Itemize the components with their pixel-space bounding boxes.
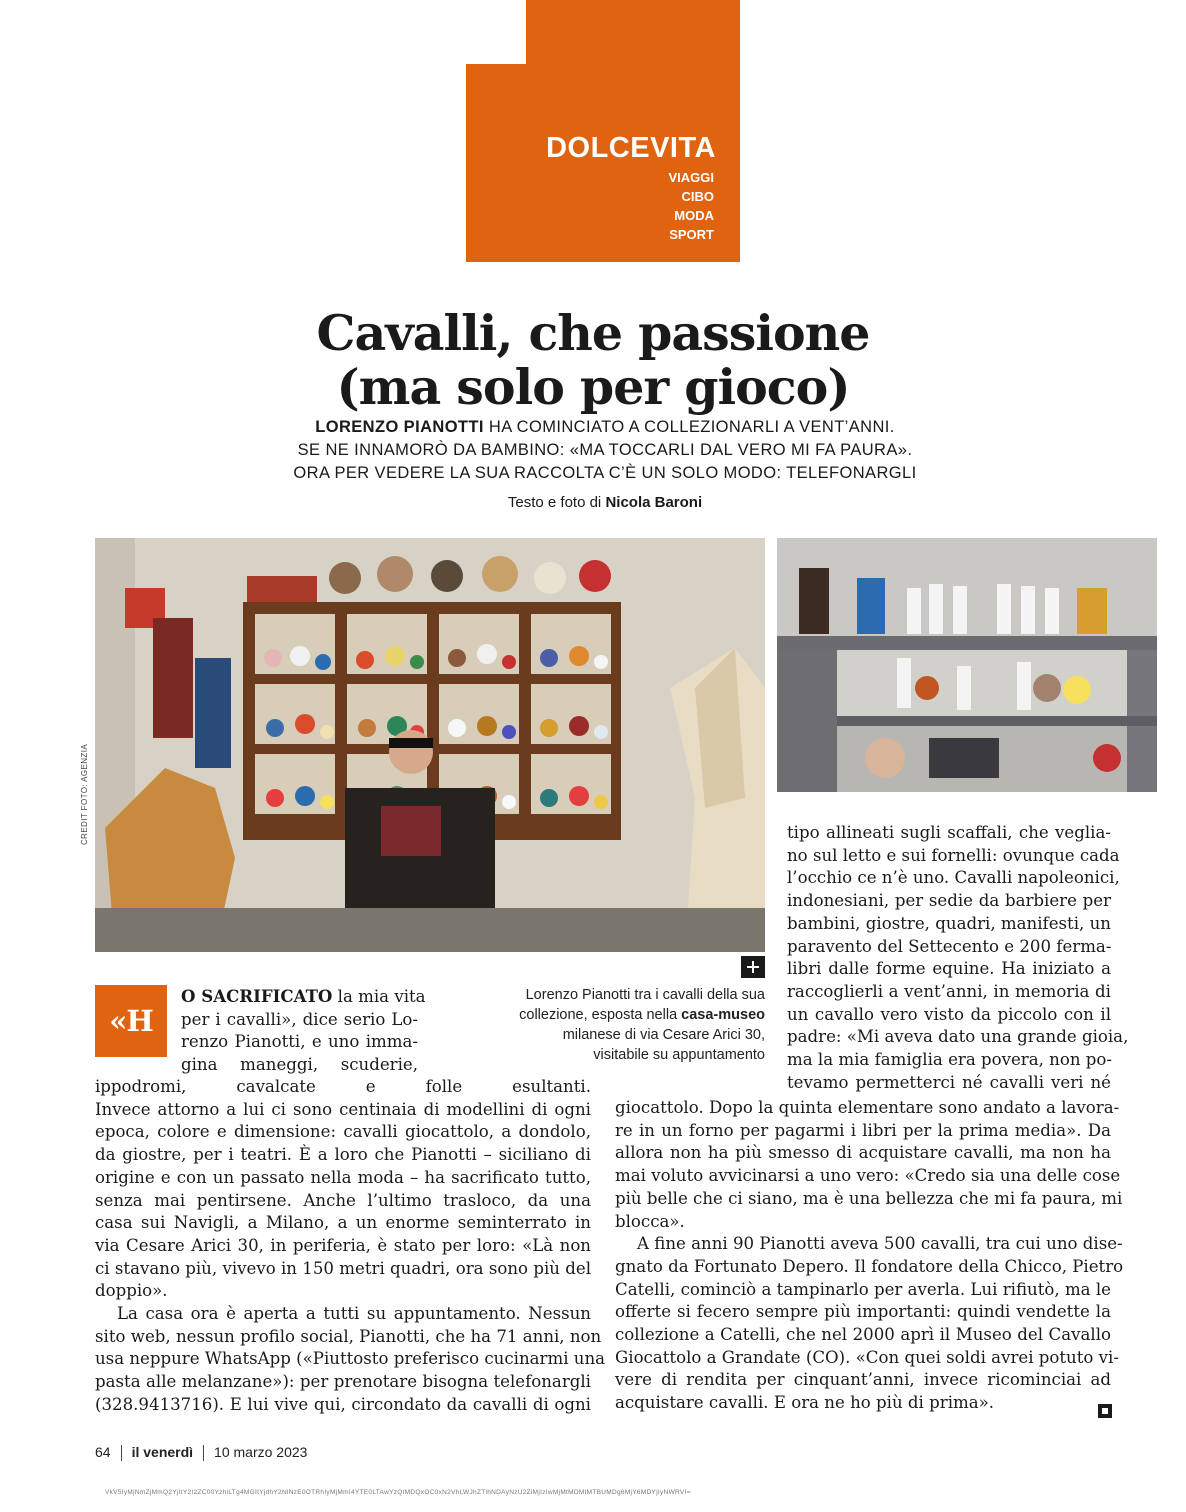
column-1 (95, 1076, 606, 1417)
body-line: epoca, colore e dimensione: cavalli giocattolo, a dondolo, (95, 1122, 591, 1142)
subsection-sport: SPORT (669, 227, 714, 242)
deck-line-1-text: HA COMINCIATO A COLLEZIONARLI A VENT’ANNI. (483, 418, 895, 436)
body-line: La casa ora è aperta a tutti su appuntamento. Nessun (117, 1304, 591, 1324)
caption-line-1: Lorenzo Pianotti tra i cavalli della sua (525, 987, 765, 1003)
body-line: gnato da Fortunato Depero. Il fondatore della Chicco, Pietro (615, 1256, 1124, 1276)
headline-line-2: (ma solo per gioco) (336, 358, 850, 416)
body-line: da giostre, per i teatri. È a loro che Pianotti – siciliano di (95, 1145, 591, 1165)
body-line: ippodromi, cavalcate e folle esultanti. (95, 1077, 591, 1096)
page-number: 64 (95, 1444, 111, 1460)
lead-line-1-text: la mia vita (332, 987, 426, 1006)
body-line: un cavallo vero visto da piccolo con il (787, 1004, 1111, 1024)
body-line: bambini, giostre, quadri, manifesti, un (787, 913, 1111, 933)
body-line: A fine anni 90 Pianotti aveva 500 cavalli, tra cui uno dise- (637, 1234, 1123, 1254)
collection-room-illustration (95, 538, 765, 952)
byline-prefix: Testo e foto di (507, 494, 606, 511)
body-line: pasta alle melanzane»): per prenotare bisogna telefonargli (95, 1372, 591, 1392)
lead-line-1 (181, 985, 426, 1009)
body-line: (328.9413716). E lui vive qui, circondato da cavalli di ogni (95, 1394, 591, 1414)
drop-cap: «H (95, 985, 167, 1057)
body-line: tevamo permetterci né cavalli veri né (787, 1072, 1111, 1092)
photo-caption (440, 985, 765, 1065)
headline-line-1: Cavalli, che passione (316, 304, 870, 362)
lead-line-3: renzo Pianotti, e uno imma- (181, 1032, 418, 1052)
body-line: giocattolo. Dopo la quinta elementare sono andato a lavora- (615, 1098, 1120, 1117)
caption-line-4: visitabile su appuntamento (593, 1047, 765, 1063)
column-2-top (787, 822, 1129, 1094)
issue-date: 10 marzo 2023 (214, 1444, 308, 1460)
subsection-cibo: CIBO (681, 189, 714, 204)
headline (0, 306, 1186, 414)
body-line: collezione a Catelli, che nel 2000 aprì il Museo del Cavallo (615, 1325, 1111, 1345)
body-line: Giocattolo a Grandate (CO). «Con quei soldi avrei potuto vi- (615, 1347, 1119, 1367)
deck-line-1 (0, 416, 1186, 439)
footer-separator (121, 1445, 122, 1461)
body-line: più belle che ci siano, ma è una bellezza che mi fa paura, mi (615, 1188, 1123, 1208)
column-2-bottom (615, 1097, 1124, 1415)
footer-separator (203, 1445, 204, 1461)
body-line: blocca». (615, 1211, 685, 1231)
body-line: no sul letto e sui fornelli: ovunque cada (787, 845, 1120, 865)
body-line: via Cesare Arici 30, in periferia, è stato per loro: «Là non (95, 1235, 591, 1255)
magazine-name: il venerdì (131, 1444, 194, 1460)
body-line: offerte si fecero sempre più importanti: quindi vendette la (615, 1302, 1111, 1322)
side-photo (777, 538, 1157, 792)
body-line: mai voluto avvicinarsi a uno vero: «Credo sia una delle cose (615, 1166, 1121, 1186)
lead-text (181, 985, 426, 1077)
body-line: tipo allineati sugli scaffali, che veglia- (787, 823, 1111, 842)
body-line: usa neppure WhatsApp («Piuttosto preferisco cucinarmi una (95, 1349, 606, 1369)
subsection-viaggi: VIAGGI (668, 170, 714, 185)
section-tab (466, 0, 740, 262)
body-line: acquistare cavalli. E ora ne ho più di prima». (615, 1393, 995, 1413)
photo-credit: CREDIT FOTO: AGENZIA (80, 743, 89, 845)
body-line: ci stavano più, vivevo in 150 metri quadri, ora sono più del (95, 1258, 591, 1278)
body-line: Invece attorno a lui ci sono centinaia di modellini di ogni (95, 1099, 591, 1119)
deck-line-3: ORA PER VEDERE LA SUA RACCOLTA C’È UN SOLO MODO: TELEFONARGLI (293, 464, 917, 482)
body-line: re in un forno per pagarmi i libri per la prima media». Da (615, 1120, 1111, 1140)
shelves-illustration (777, 538, 1157, 792)
body-line: senza mai pentirsene. Anche l’ultimo trasloco, da una (95, 1190, 591, 1210)
body-line: allora non ha più smesso di acquistare cavalli, ma non ha (615, 1143, 1111, 1163)
body-line: ma la mia famiglia era povera, non po- (787, 1050, 1113, 1070)
tracking-code: VkV5IyMjNmZjMmQ2YjItY2I2ZC00YzhiLTg4MGItYjdhY2NlNzE0OTRhIyMjMmI4YTE0LTAwYzQtMDQxOC0xN2VhLWJhZTlhNDAyNzU2ZiMjIzIwMjMtMDMtMTBUMDg6MjY6MDYjIyNWRVI= (105, 1489, 691, 1496)
body-line: libri dalle forme equine. Ha iniziato a (787, 959, 1111, 979)
body-line: Catelli, cominciò a tampinarlo per averla. Lui rifiutò, ma le (615, 1279, 1111, 1299)
section-tab-notch (466, 0, 526, 64)
body-line: doppio». (95, 1281, 168, 1301)
section-title: DOLCEVITA (546, 132, 716, 164)
byline-author: Nicola Baroni (605, 494, 703, 511)
page-footer (95, 1444, 307, 1461)
section-subsections (668, 168, 714, 244)
plus-icon (741, 956, 765, 978)
caption-line-3: milanese di via Cesare Arici 30, (562, 1027, 765, 1043)
body-line: padre: «Mi aveva dato una grande gioia, (787, 1027, 1129, 1047)
body-line: vere di rendita per cinquant’anni, invece ricominciai ad (615, 1370, 1111, 1390)
body-line: origine e con un passato nella moda – ha sacrificato tutto, (95, 1167, 591, 1187)
main-photo (95, 538, 765, 952)
body-line: sito web, nessun profilo social, Pianotti, che ha 71 anni, non (95, 1326, 602, 1346)
caption-line-2-text: collezione, esposta nella (519, 1007, 682, 1023)
deck (0, 416, 1186, 485)
body-line: indonesiani, per sedie da barbiere per (787, 891, 1111, 911)
lead-bold: O SACRIFICATO (181, 986, 333, 1006)
lead-line-2: per i cavalli», dice serio Lo- (181, 1009, 418, 1029)
body-line: l’occhio ce n’è uno. Cavalli napoleonici, (787, 868, 1120, 888)
deck-line-2: SE NE INNAMORÒ DA BAMBINO: «MA TOCCARLI DAL VERO MI FA PAURA». (297, 441, 913, 459)
caption-highlight: casa-museo (681, 1007, 765, 1023)
body-line: paravento del Settecento e 200 ferma- (787, 936, 1112, 956)
end-mark-icon (1098, 1404, 1112, 1418)
body-line: casa sui Navigli, a Milano, a un enorme seminterrato in (95, 1213, 591, 1233)
body-line: raccoglierli a vent’anni, in memoria di (787, 981, 1111, 1001)
subsection-moda: MODA (674, 208, 714, 223)
lead-line-4: gina maneggi, scuderie, (181, 1055, 418, 1075)
deck-name: LORENZO PIANOTTI (315, 418, 484, 436)
caption-line-2 (440, 1005, 765, 1025)
byline (0, 494, 1186, 511)
